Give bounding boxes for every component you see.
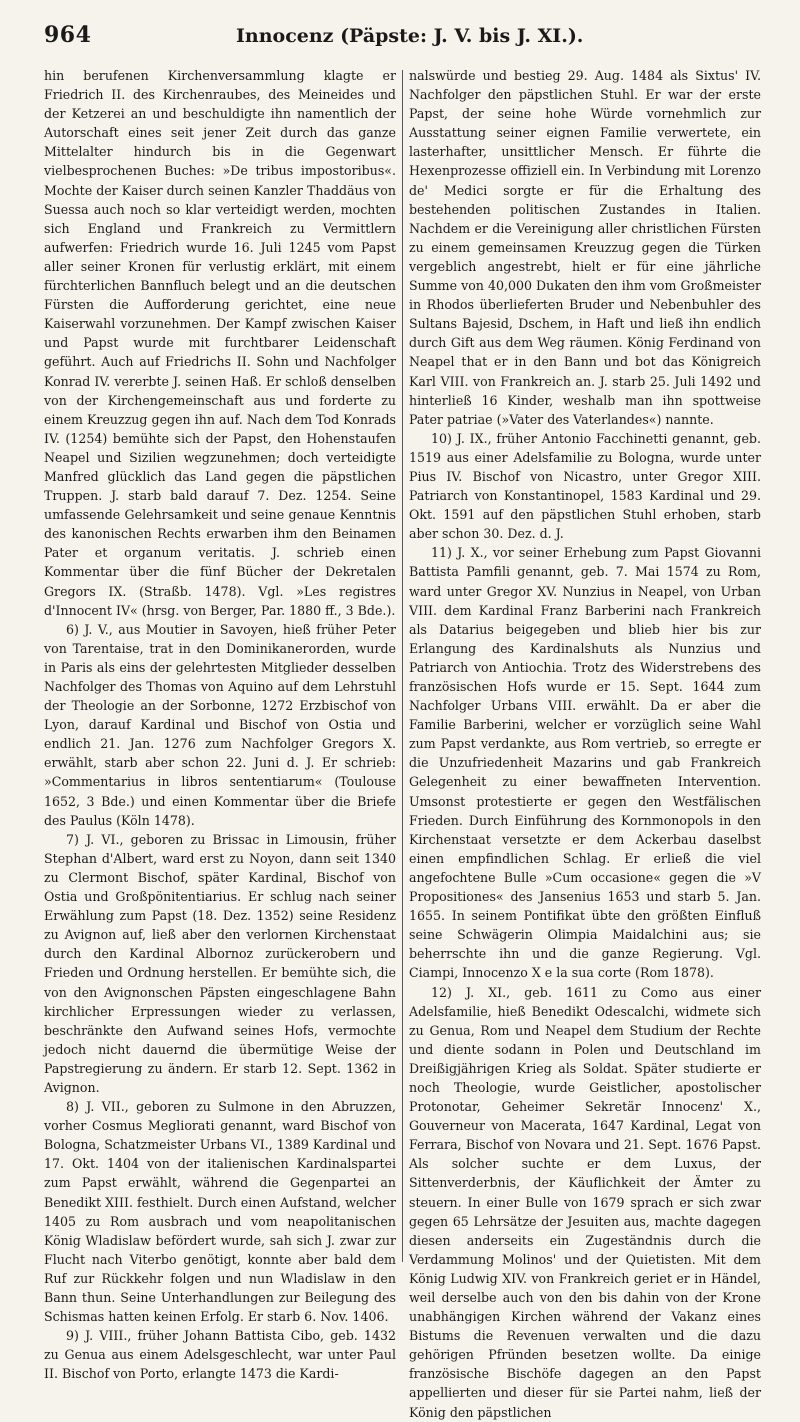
text-columns — [44, 66, 762, 1420]
paragraph-continuation: hin berufenen Kirchenversammlung klagte er Friedrich II. des Kirchenraubes, des Meineides und der Ketzerei an und beschuldigte ihn namentlich der Autorschaft eines seit jener Zeit durch das ganze Mittelalter hindurch bis in die Gegenwart vielbesprochenen Buches: »De tribus impostoribus«. Mochte der Kaiser durch seinen Kanzler Thaddäus von Suessa auch noch so klar verteidigt werden, mochten sich England und Frankreich zu Vermittlern aufwerfen: Friedrich wurde 16. Juli 1245 vom Papst aller seiner Kronen für verlustig erklärt, mit einem fürchterlichen Bannfluch belegt und an die deutschen Fürsten die Aufforderung gerichtet, eine neue Kaiserwahl vorzunehmen. Der Kampf zwischen Kaiser und Papst wurde mit furchtbarer Leidenschaft geführt. Auch auf Friedrichs II. Sohn und Nachfolger Konrad IV. vererbte J. seinen Haß. Er schloß denselben von der Kirchengemeinschaft aus und forderte zu einem Kreuzzug gegen ihn auf. Nach dem Tod Konrads IV. (1254) bemühte sich der Papst, den Hohenstaufen Neapel und Sizilien wegzunehmen; doch verteidigte Manfred glücklich das Land gegen die päpstlichen Truppen. J. starb bald darauf 7. Dez. 1254. Seine umfassende Gelehrsamkeit und seine genaue Kenntnis des kanonischen Rechts erwarben ihm den Beinamen Pater et organum veritatis. J. schrieb einen Kommentar über die fünf Bücher der Dekretalen Gregors IX. (Straßb. 1478). Vgl. »Les registres d'Innocent IV« (hrsg. von Berger, Par. 1880 ff., 3 Bde.). — [44, 68, 396, 618]
left-column — [44, 66, 396, 1382]
entry-innocenz-xi: 12) J. XI., geb. 1611 zu Como aus einer Adelsfamilie, hieß Benedikt Odescalchi, widmete sich zu Genua, Rom und Neapel dem Studium der Rechte und diente sodann in Polen und Deutschland im Dreißigjährigen Krieg als Soldat. Später studierte er noch Theologie, wurde Geistlicher, apostolischer Protonotar, Geheimer Sekretär Innocenz' X., Gouverneur von Macerata, 1647 Kardinal, Legat von Ferrara, Bischof von Novara und 21. Sept. 1676 Papst. Als solcher suchte er dem Luxus, der Sittenverderbnis, der Käuflichkeit der Ämter zu steuern. In einer Bulle von 1679 sprach er sich zwar gegen 65 Lehrsätze der Jesuiten aus, machte dagegen diesen anderseits ein Zugeständnis durch die Verdammung Molinos' und der Quietisten. Mit dem König Ludwig XIV. von Frankreich geriet er in Händel, weil derselbe auch von den bis dahin von der Krone unabhängigen Kirchen während der Vakanz eines Bistums die Revenuen verwalten und die dazu gehörigen Pfründen besetzen wollte. Da einige französische Bischöfe dagegen an den Papst appellierten und dieser für sie Partei nahm, ließ der König den päpstlichen — [409, 984, 761, 1420]
entry-innocenz-viii-start: 9) J. VIII., früher Johann Battista Cibo, geb. 1432 zu Genua aus einem Adelsgeschlecht, war unter Paul II. Bischof von Porto, erlangte 1473 die Kardi- — [44, 1328, 396, 1382]
page-header — [44, 22, 762, 56]
entry-innocenz-viii-continued: nalswürde und bestieg 29. Aug. 1484 als Sixtus' IV. Nachfolger den päpstlichen Stuhl. Er war der erste Papst, der seine hohe Würde vornehmlich zur Ausstattung seiner eignen Familie verwertete, ein lasterhafter, unsittlicher Mensch. Er führte die Hexenprozesse offiziell ein. In Verbindung mit Lorenzo de' Medici sorgte er für die Erhaltung des bestehenden politischen Zustandes in Italien. Nachdem er die Vereinigung aller christlichen Fürsten zu einem gemeinsamen Kreuzzug gegen die Türken vergeblich angestrebt, hielt er für eine jährliche Summe von 40,000 Dukaten den ihm vom Großmeister in Rhodos überlieferten Bruder und Nebenbuhler des Sultans Bajesid, Dschem, in Haft und ließ ihn endlich durch Gift aus dem Weg räumen. König Ferdinand von Neapel that er in den Bann und bot das Königreich Karl VIII. von Frankreich an. J. starb 25. Juli 1492 und hinterließ 16 Kinder, weshalb man ihn spottweise Pater patriae (»Vater des Vaterlandes«) nannte. — [409, 68, 761, 427]
entry-innocenz-v: 6) J. V., aus Moutier in Savoyen, hieß früher Peter von Tarentaise, trat in den Dominikanerorden, wurde in Paris als eins der gelehrtesten Mitglieder desselben Nachfolger des Thomas von Aquino auf dem Lehrstuhl der Theologie an der Sorbonne, 1272 Erzbischof von Lyon, darauf Kardinal und Bischof von Ostia und endlich 21. Jan. 1276 zum Nachfolger Gregors X. erwählt, starb aber schon 22. Juni d. J. Er schrieb: »Commentarius in libros sententiarum« (Toulouse 1652, 3 Bde.) und einen Kommentar über die Briefe des Paulus (Köln 1478). — [44, 621, 396, 828]
entry-innocenz-vi: 7) J. VI., geboren zu Brissac in Limousin, früher Stephan d'Albert, ward erst zu Noyon, dann seit 1340 zu Clermont Bischof, später Kardinal, Bischof von Ostia und Großpönitentiarius. Er schlug nach seiner Erwählung zum Papst (18. Dez. 1352) seine Residenz zu Avignon auf, ließ aber den verlornen Kirchenstaat durch den Kardinal Albornoz zurückerobern und Frieden und Ordnung herstellen. Er bemühte sich, die von den Avignonschen Päpsten eingeschlagene Bahn kirchlicher Erpressungen wieder zu verlassen, beschränkte den Aufwand seines Hofs, vermochte jedoch nicht dauernd die übermütige Weise der Papstregierung zu ändern. Er starb 12. Sept. 1362 in Avignon. — [44, 831, 396, 1095]
entry-innocenz-x: 11) J. X., vor seiner Erhebung zum Papst Giovanni Battista Pamfili genannt, geb. 7. Mai 1574 zu Rom, ward unter Gregor XV. Nunzius in Neapel, von Urban VIII. dem Kardinal Franz Barberini nach Frankreich als Datarius beigegeben und blieb hier bis zur Erlangung des Kardinalshuts als Nunzius und Patriarch von Antiochia. Trotz des Widerstrebens des französischen Hofs wurde er 15. Sept. 1644 zum Nachfolger Urbans VIII. erwählt. Da er aber die Familie Barberini, welcher er vorzüglich seine Wahl zum Papst verdankte, aus Rom vertrieb, so erregte er die Unzufriedenheit Mazarins und gab Frankreich Gelegenheit zu einer bewaffneten Intervention. Umsonst protestierte er gegen den Westfälischen Frieden. Durch Einführung des Kornmonopols in den Kirchenstaat versetzte er dem Ackerbau daselbst einen empfindlichen Schlag. Er erließ die viel angefochtene Bulle »Cum occasione« gegen die »V Propositiones« des Jansenius 1653 und starb 5. Jan. 1655. In seinem Pontifikat übte den größten Einfluß seine Schwägerin Olimpia Maidalchini aus; sie beherrschte ihn und die ganze Regierung. Vgl. Ciampi, Innocenzo X e la sua corte (Rom 1878). — [409, 545, 761, 981]
entry-innocenz-ix: 10) J. IX., früher Antonio Facchinetti genannt, geb. 1519 aus einer Adelsfamilie zu Bologna, wurde unter Pius IV. Bischof von Nicastro, unter Gregor XIII. Patriarch von Konstantinopel, 1583 Kardinal und 29. Okt. 1591 auf den päpstlichen Stuhl erhoben, starb aber schon 30. Dez. d. J. — [409, 430, 761, 542]
right-column — [409, 66, 761, 1420]
running-head: Innocenz (Päpste: J. V. bis J. XI.). — [236, 25, 584, 47]
page-number: 964 — [44, 22, 92, 48]
column-divider — [402, 70, 403, 1262]
entry-innocenz-vii: 8) J. VII., geboren zu Sulmone in den Abruzzen, vorher Cosmus Megliorati genannt, ward Bischof von Bologna, Schatzmeister Urbans VI., 1389 Kardinal und 17. Okt. 1404 von der italienischen Kardinalspartei zum Papst erwählt, während die Gegenpartei an Benedikt XIII. festhielt. Durch einen Aufstand, welcher 1405 zu Rom ausbrach und vom neapolitanischen König Wladislaw befördert wurde, sah sich J. zwar zur Flucht nach Viterbo genötigt, konnte aber bald dem Ruf zur Rückkehr folgen und nun Wladislaw in den Bann thun. Seine Unterhandlungen zur Beilegung des Schismas hatten keinen Erfolg. Er starb 6. Nov. 1406. — [44, 1099, 396, 1325]
